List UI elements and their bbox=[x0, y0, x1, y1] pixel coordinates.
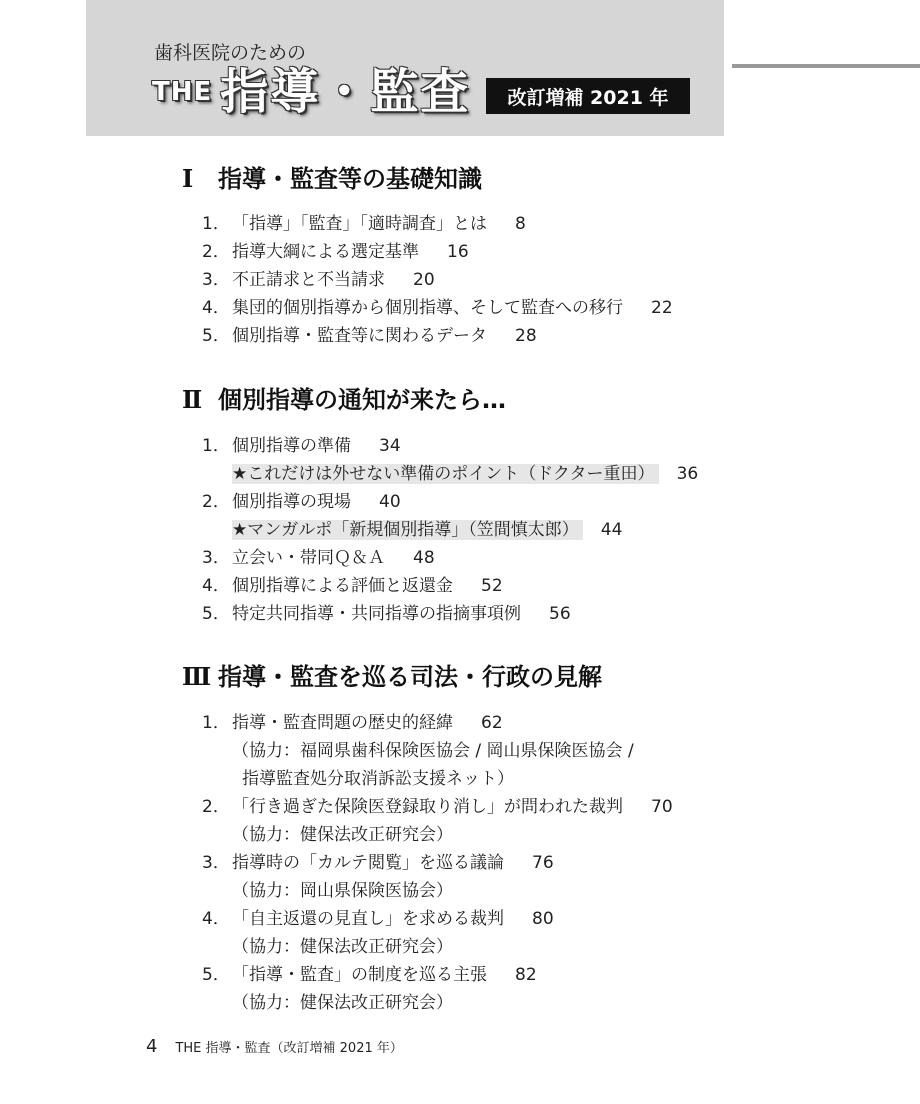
edition-badge: 改訂増補 2021 年 bbox=[486, 78, 690, 114]
toc-item-page: 28 bbox=[515, 326, 537, 346]
toc-item-text: ★これだけは外せない準備のポイント（ドクター重田） bbox=[232, 464, 659, 484]
toc-credit-text: 指導監査処分取消訴訟支援ネット） bbox=[242, 769, 514, 789]
page-footer bbox=[146, 1036, 403, 1057]
toc-item[interactable] bbox=[202, 241, 469, 263]
toc-item-page: 70 bbox=[651, 797, 673, 817]
toc-item[interactable] bbox=[202, 712, 503, 734]
toc-credit-text: （協力：岡山県保険医協会） bbox=[232, 881, 453, 901]
toc-item-number: 2． bbox=[202, 242, 230, 262]
toc-item[interactable] bbox=[202, 796, 673, 818]
toc-item[interactable] bbox=[202, 491, 401, 513]
toc-item-page: 44 bbox=[600, 520, 623, 540]
toc-item-text: 「指導」「監査」「適時調査」とは bbox=[232, 214, 487, 234]
book-title-prefix: THE bbox=[152, 77, 213, 107]
toc-item-text: 不正請求と不当請求 bbox=[232, 270, 385, 290]
section-heading: 指導・監査を巡る司法・行政の見解 bbox=[218, 663, 602, 691]
toc-credit bbox=[232, 740, 634, 762]
toc-item-text: 「行き過ぎた保険医登録取り消し」が問われた裁判 bbox=[232, 797, 623, 817]
toc-credit bbox=[232, 992, 453, 1014]
toc-item[interactable] bbox=[202, 297, 673, 319]
section-number: Ⅲ bbox=[182, 662, 212, 691]
toc-item-text: 「自主返還の見直し」を求める裁判 bbox=[232, 909, 504, 929]
toc-item-number: 3． bbox=[202, 548, 230, 568]
toc-item-text: 個別指導・監査等に関わるデータ bbox=[232, 326, 487, 346]
toc-item-number: 1． bbox=[202, 713, 230, 733]
section-title bbox=[182, 164, 482, 194]
toc-subitem[interactable] bbox=[232, 519, 622, 541]
toc-item[interactable] bbox=[202, 575, 503, 597]
toc-item-text: 指導・監査問題の歴史的経緯 bbox=[232, 713, 453, 733]
header-rule bbox=[732, 64, 920, 68]
toc-item-number: 4． bbox=[202, 298, 230, 318]
toc-item-page: 82 bbox=[515, 965, 537, 985]
toc-item-number: 5． bbox=[202, 604, 230, 624]
toc-item-text: 特定共同指導・共同指導の指摘事項例 bbox=[232, 604, 521, 624]
toc-item-page: 40 bbox=[379, 492, 401, 512]
toc-item[interactable] bbox=[202, 852, 554, 874]
section-title bbox=[182, 662, 602, 692]
toc-item-number: 4． bbox=[202, 909, 230, 929]
toc-item-text: 個別指導の現場 bbox=[232, 492, 351, 512]
toc-item-text: 立会い・帯同Ｑ＆Ａ bbox=[232, 548, 385, 568]
toc-credit bbox=[232, 936, 453, 958]
toc-item-number: 5． bbox=[202, 965, 230, 985]
toc-item[interactable] bbox=[202, 908, 554, 930]
toc-item-page: 22 bbox=[651, 298, 673, 318]
toc-item[interactable] bbox=[202, 964, 537, 986]
toc-credit bbox=[242, 768, 514, 790]
toc-item-number: 4． bbox=[202, 576, 230, 596]
toc-item-text: ★マンガルポ「新規個別指導」（笠間慎太郎） bbox=[232, 520, 583, 540]
toc-item[interactable] bbox=[202, 435, 401, 457]
toc-item[interactable] bbox=[202, 269, 435, 291]
toc-item-page: 48 bbox=[413, 548, 435, 568]
toc-credit-text: （協力：福岡県歯科保険医協会 / 岡山県保険医協会 / bbox=[232, 741, 634, 761]
section-heading: 指導・監査等の基礎知識 bbox=[218, 165, 482, 193]
toc-item[interactable] bbox=[202, 603, 571, 625]
footer-title: THE 指導・監査（改訂増補 2021 年） bbox=[175, 1041, 403, 1056]
book-subtitle: 歯科医院のための bbox=[154, 42, 307, 64]
section-number: Ⅰ bbox=[182, 164, 194, 193]
toc-item-page: 76 bbox=[532, 853, 554, 873]
toc-item[interactable] bbox=[202, 213, 526, 235]
toc-item-number: 3． bbox=[202, 853, 230, 873]
toc-item-page: 34 bbox=[379, 436, 401, 456]
toc-credit bbox=[232, 880, 453, 902]
toc-item-number: 5． bbox=[202, 326, 230, 346]
toc-item-text: 「指導・監査」の制度を巡る主張 bbox=[232, 965, 487, 985]
toc-credit bbox=[232, 824, 453, 846]
section-title bbox=[182, 385, 506, 415]
toc-item-number: 2． bbox=[202, 492, 230, 512]
toc-item[interactable] bbox=[202, 547, 435, 569]
toc-item-number: 2． bbox=[202, 797, 230, 817]
section-heading: 個別指導の通知が来たら… bbox=[218, 386, 506, 414]
toc-item-text: 集団的個別指導から個別指導、そして監査への移行 bbox=[232, 298, 623, 318]
toc-item-text: 指導大綱による選定基準 bbox=[232, 242, 419, 262]
toc-credit-text: （協力：健保法改正研究会） bbox=[232, 825, 453, 845]
toc-item-text: 個別指導による評価と返還金 bbox=[232, 576, 453, 596]
book-title-main: 指導・監査 bbox=[220, 64, 471, 120]
toc-item-text: 個別指導の準備 bbox=[232, 436, 351, 456]
toc-item-number: 1． bbox=[202, 436, 230, 456]
page-number: 4 bbox=[146, 1036, 158, 1057]
book-title bbox=[152, 64, 471, 120]
toc-item-page: 36 bbox=[676, 464, 699, 484]
toc-credit-text: （協力：健保法改正研究会） bbox=[232, 993, 453, 1013]
toc-item-number: 3． bbox=[202, 270, 230, 290]
toc-item-number: 1． bbox=[202, 214, 230, 234]
toc-item-page: 52 bbox=[481, 576, 503, 596]
toc-item-page: 16 bbox=[447, 242, 469, 262]
toc-item-page: 20 bbox=[413, 270, 435, 290]
toc-item-text: 指導時の「カルテ閲覧」を巡る議論 bbox=[232, 853, 504, 873]
toc-credit-text: （協力：健保法改正研究会） bbox=[232, 937, 453, 957]
section-number: Ⅱ bbox=[182, 385, 203, 414]
toc-item-page: 8 bbox=[515, 214, 526, 234]
toc-item[interactable] bbox=[202, 325, 537, 347]
toc-item-page: 56 bbox=[549, 604, 571, 624]
toc-item-page: 62 bbox=[481, 713, 503, 733]
toc-subitem[interactable] bbox=[232, 463, 698, 485]
toc-item-page: 80 bbox=[532, 909, 554, 929]
